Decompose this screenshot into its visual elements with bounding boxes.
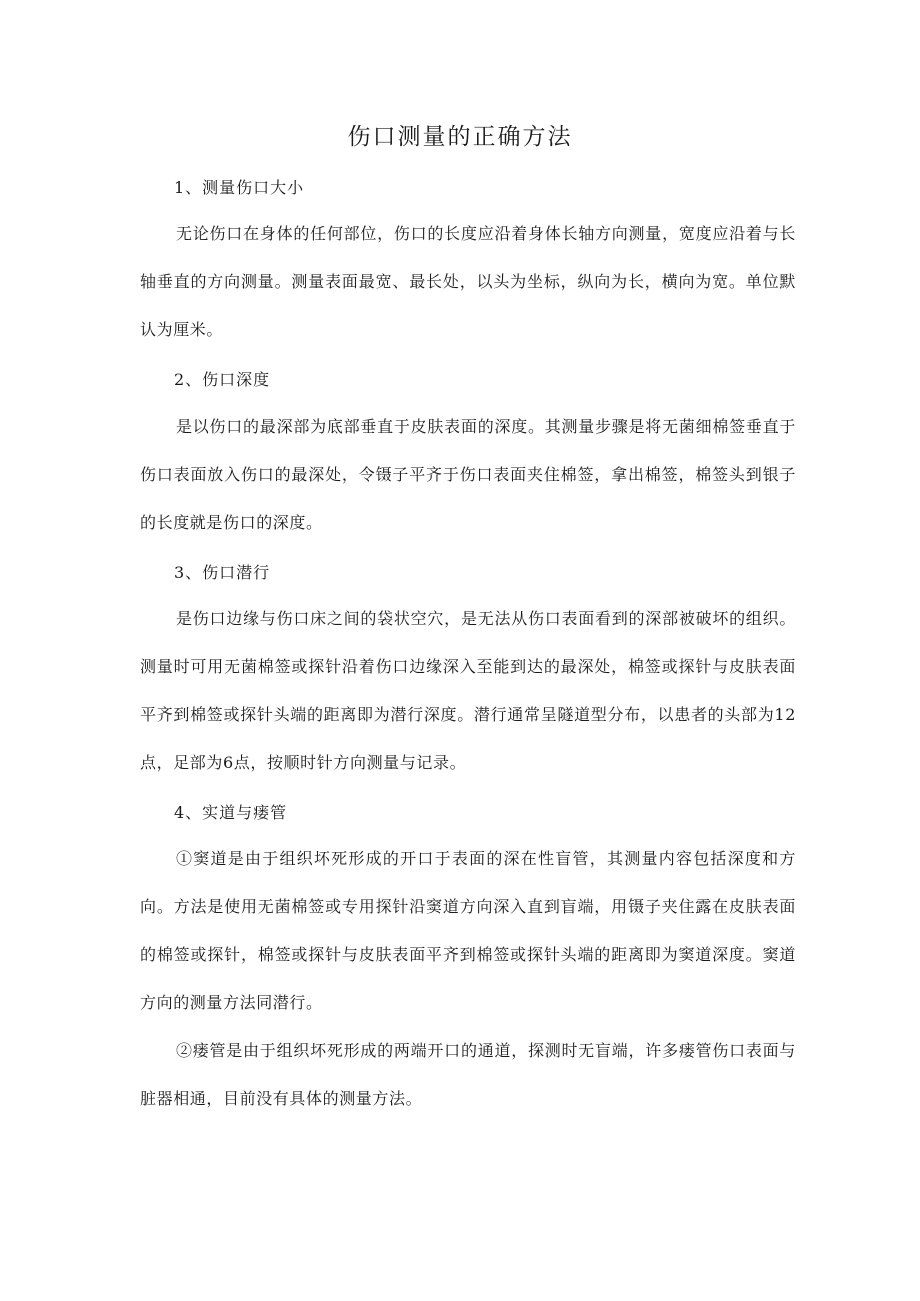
section-heading-depth: 2、伤口深度 <box>174 370 271 389</box>
section-paragraph-size: 无论伤口在身体的任何部位，伤口的长度应沿着身体长轴方向测量，宽度应沿着与长轴垂直的方向测量。测量表面最宽、最长处，以头为坐标，纵向为长，横向为宽。单位默认为厘米。 <box>140 224 796 339</box>
section-paragraph-depth: 是以伤口的最深部为底部垂直于皮肤表面的深度。其测量步骤是将无菌细棉签垂直于伤口表面放入伤口的最深处，令镊子平齐于伤口表面夹住棉签，拿出棉签，棉签头到银子的长度就是伤口的深度。 <box>140 417 796 532</box>
section-paragraph-undermining: 是伤口边缘与伤口床之间的袋状空穴，是无法从伤口表面看到的深部被破坏的组织。测量时可用无菌棉签或探针沿着伤口边缘深入至能到达的最深处，棉签或探针与皮肤表面平齐到棉签或探针头端的距离即为潜行深度。潜行通常呈隧道型分布，以患者的头部为12点，足部为6点，按顺时针方向测量与记录。 <box>140 609 796 772</box>
document-title: 伤口测量的正确方法 <box>347 124 573 150</box>
section-heading-undermining: 3、伤口潜行 <box>174 563 271 582</box>
section-heading-sinus-fistula: 4、实道与瘘管 <box>174 803 288 822</box>
section-paragraph-fistula: ②瘘管是由于组织坏死形成的两端开口的通道，探测时无盲端，许多瘘管伤口表面与脏器相通，目前没有具体的测量方法。 <box>140 1041 796 1108</box>
section-heading-size: 1、测量伤口大小 <box>174 178 305 197</box>
section-paragraph-sinus: ①窦道是由于组织坏死形成的开口于表面的深在性盲管，其测量内容包括深度和方向。方法是使用无菌棉签或专用探针沿窦道方向深入直到盲端，用镊子夹住露在皮肤表面的棉签或探针，棉签或探针与皮肤表面平齐到棉签或探针头端的距离即为窦道深度。窦道方向的测量方法同潜行。 <box>140 849 796 1012</box>
